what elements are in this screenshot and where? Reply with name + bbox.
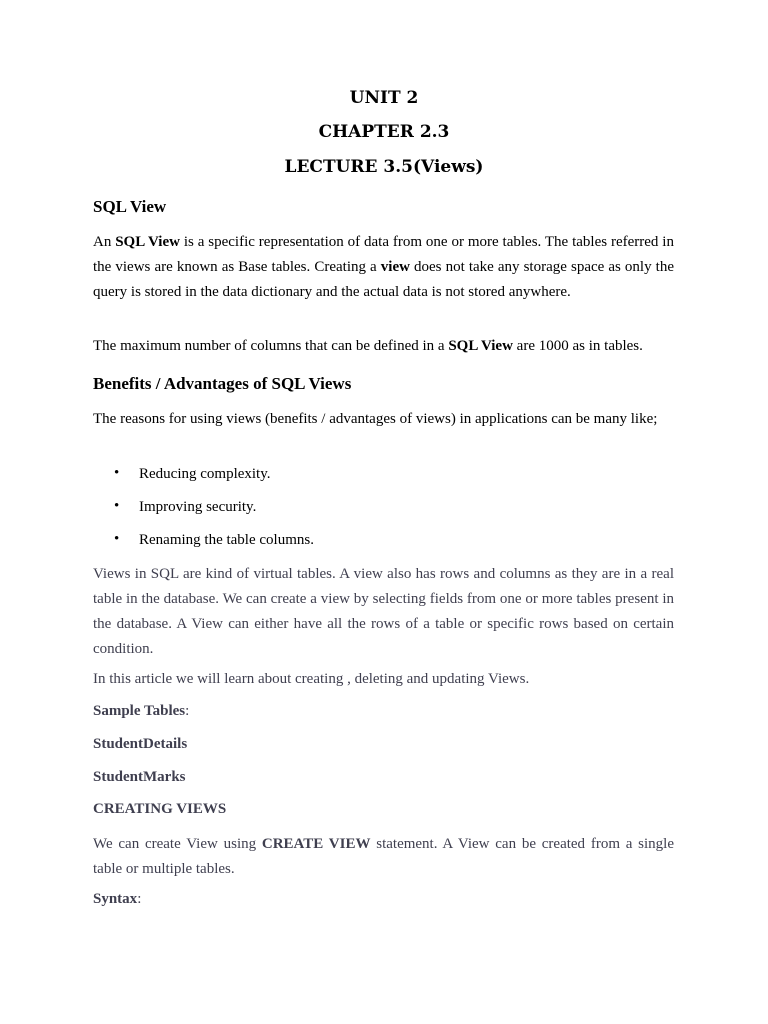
benefits-intro: The reasons for using views (benefits / advantages of views) in applications can be many like; <box>93 411 658 427</box>
student-marks-label: StudentMarks <box>93 769 186 785</box>
document-page: UNIT 2 CHAPTER 2.3 LECTURE 3.5(Views) SQL View An SQL View is a specific representation of data from one or more tables. The tables referred in the views are known as Base tables. Creating a view does not take any storage space as only the query is stored in the data dictionary and the actual data is not stored anywhere. The maximum number of columns that can be defined in a SQL View are 1000 as in tables. Benefits / Advantages of SQL Views The reasons for using views (benefits / advantages of views) in applications can be many like; • Reducing complexity. • Improving security. • Renaming the table columns. Views in SQL are kind of virtual tables. A view also has rows and columns as they are in a real table in the database. We can create a view by selecting fields from one or more tables present in the database. A View can either have all the rows of a table or specific rows based on certain condition. In this article we will learn about creating , deleting and updating Views. Sample Tables: StudentDetails StudentMarks CREATING VIEWS We can create View using CREATE VIEW statement. A View can be created from a single table or multiple tables. Syntax: <box>0 0 768 1024</box>
chapter-title: CHAPTER 2.3 <box>318 122 450 142</box>
virtual-tables-paragraph: Views in SQL are kind of virtual tables. A view also has rows and columns as they are in a real table in the database. We can create a view by selecting fields from one or more tables present in the database. A View can either have all the rows of a table or specific rows based on certain condition. <box>93 566 674 657</box>
article-paragraph: In this article we will learn about creating , deleting and updating Views. <box>93 671 530 687</box>
max-columns-paragraph: The maximum number of columns that can be defined in a SQL View are 1000 as in tables. <box>93 338 643 354</box>
benefits-heading: Benefits / Advantages of SQL Views <box>93 374 352 393</box>
sample-tables-label: Sample Tables: <box>93 703 190 719</box>
bullet-icon: • <box>114 465 120 481</box>
sql-view-term: SQL View <box>115 234 180 250</box>
sql-view-heading: SQL View <box>93 197 167 216</box>
syntax-label: Syntax: <box>93 891 142 907</box>
bullet-icon: • <box>114 498 120 514</box>
creating-views-heading: CREATING VIEWS <box>93 801 227 817</box>
sql-view-paragraph: An SQL View is a specific representation of data from one or more tables. The tables referred in the views are known as Base tables. Creating a view does not take any storage space as only the query is stored in the data dictionary and the actual data is not stored anywhere. <box>93 234 674 300</box>
unit-title: UNIT 2 <box>349 88 419 108</box>
lecture-title: LECTURE 3.5(Views) <box>284 157 484 177</box>
create-view-paragraph: We can create View using CREATE VIEW statement. A View can be created from a single table or multiple tables. <box>93 836 675 877</box>
view-term: view <box>380 259 410 275</box>
student-details-label: StudentDetails <box>93 736 188 752</box>
bullet-icon: • <box>114 531 120 547</box>
